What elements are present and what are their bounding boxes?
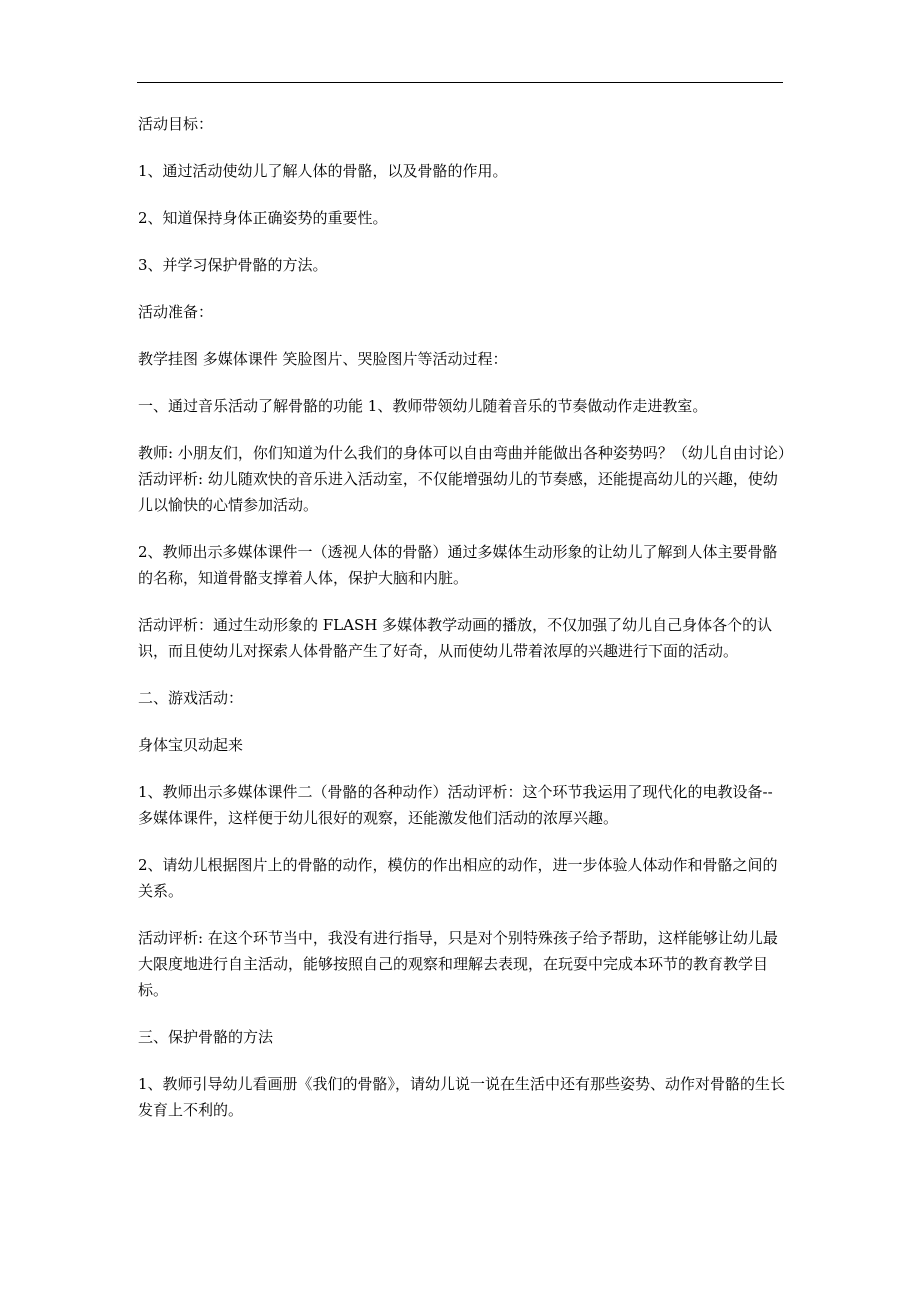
section-heading-game: 二、游戏活动：	[138, 689, 244, 707]
header-rule	[137, 82, 783, 83]
game-title: 身体宝贝动起来	[138, 736, 244, 754]
step-one-heading: 一、通过音乐活动了解骨骼的功能 1、教师带领幼儿随着音乐的节奏做动作走进教室。	[138, 397, 708, 415]
picture-book-activity: 1、教师引导幼儿看画册《我们的骨骼》，请幼儿说一说在生活中还有那些姿势、动作对骨骼的生长发育上不利的。	[138, 1075, 786, 1119]
multimedia-courseware-two: 1、教师出示多媒体课件二（骨骼的各种动作）活动评析：这个环节我运用了现代化的电教设备--多媒体课件，这样便于幼儿很好的观察，还能激发他们活动的浓厚兴趣。	[138, 783, 773, 827]
section-heading-goals: 活动目标：	[138, 115, 214, 133]
multimedia-courseware-one: 2、教师出示多媒体课件一（透视人体的骨骼）通过多媒体生动形象的让幼儿了解到人体主要骨骼的名称，知道骨骼支撑着人体，保护大脑和内脏。	[138, 543, 778, 587]
activity-review-guidance: 活动评析: 在这个环节当中，我没有进行指导，只是对个别特殊孩子给予帮助，这样能够让幼儿最大限度地进行自主活动，能够按照自己的观察和理解去表现，在玩耍中完成本环节的教育教学目标。	[138, 929, 778, 999]
section-heading-preparation: 活动准备：	[138, 303, 214, 321]
goal-item-1: 1、通过活动使幼儿了解人体的骨骼，以及骨骼的作用。	[138, 162, 508, 180]
section-heading-protection: 三、保护骨骼的方法	[138, 1028, 274, 1046]
teacher-dialogue-paragraph: 教师: 小朋友们，你们知道为什么我们的身体可以自由弯曲并能做出各种姿势吗？（幼儿自由讨论）活动评析: 幼儿随欢快的音乐进入活动室，不仅能增强幼儿的节奏感，还能提高幼儿的兴趣，使幼儿以愉快的心情参加活动。	[138, 444, 786, 514]
activity-review-flash: 活动评析：通过生动形象的 FLASH 多媒体教学动画的播放，不仅加强了幼儿自己身体各个的认识，而且使幼儿对探索人体骨骼产生了好奇，从而使幼儿带着浓厚的兴趣进行下面的活动。	[138, 616, 773, 660]
preparation-text: 教学挂图 多媒体课件 笑脸图片、哭脸图片等活动过程：	[138, 350, 508, 368]
imitation-activity: 2、请幼儿根据图片上的骨骼的动作，模仿的作出相应的动作，进一步体验人体动作和骨骼之间的关系。	[138, 856, 778, 900]
goal-item-2: 2、知道保持身体正确姿势的重要性。	[138, 209, 388, 227]
goal-item-3: 3、并学习保护骨骼的方法。	[138, 256, 328, 274]
document-body	[138, 111, 786, 1144]
